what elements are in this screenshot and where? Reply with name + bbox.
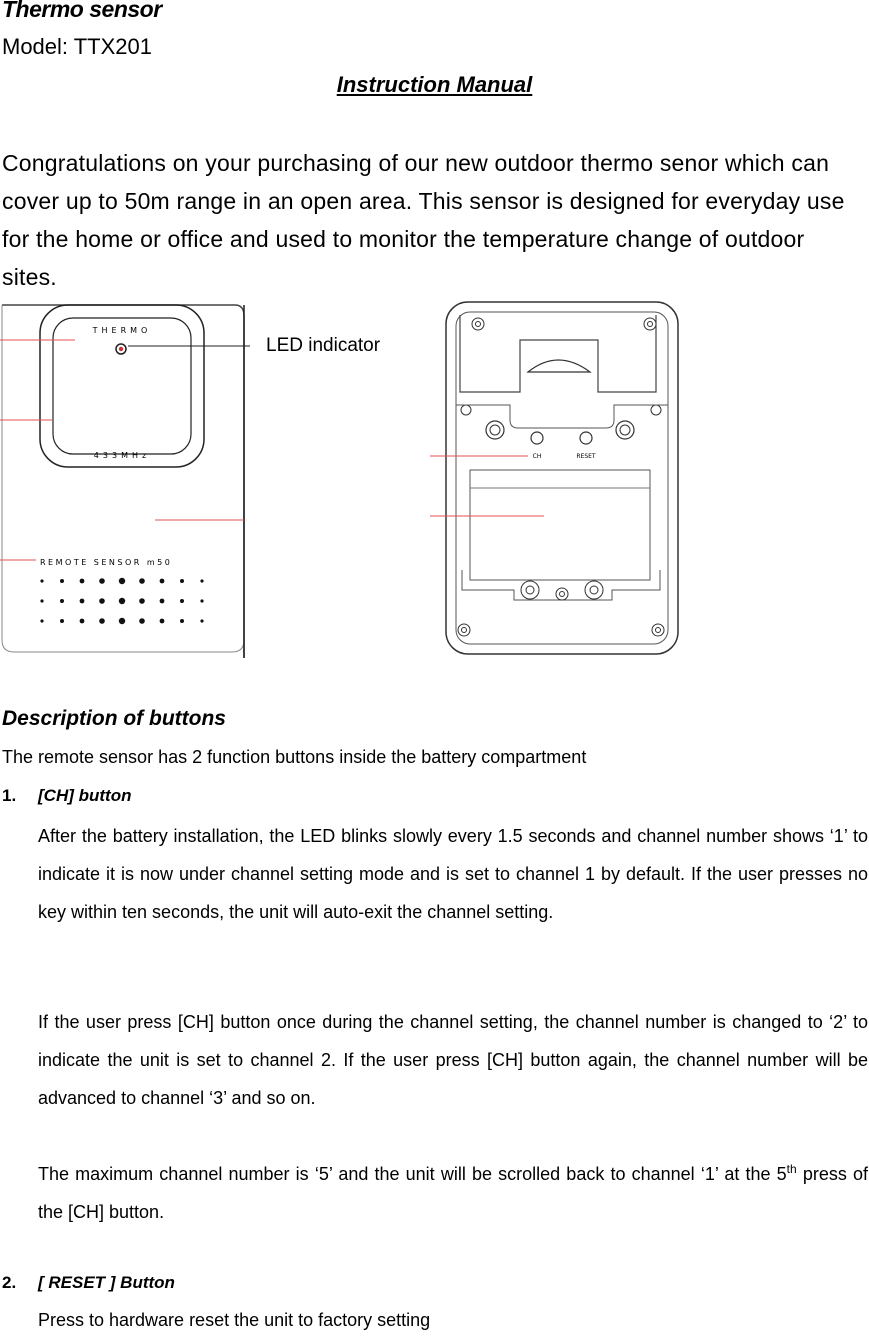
ch-label: CH [532, 453, 542, 460]
led-indicator-label: LED indicator [266, 335, 381, 356]
ch-button-icon [531, 432, 543, 444]
model-number: Model: TTX201 [2, 34, 153, 59]
reset-button-icon [580, 432, 592, 444]
ch-paragraph-3: The maximum channel number is ‘5’ and the unit will be scrolled back to channel ‘1’ at the 5th press of the [CH] button. [38, 1162, 868, 1222]
manual-title: Instruction Manual [336, 72, 533, 97]
ch-paragraph-2: If the user press [CH] button once during the channel setting, the channel number is changed to ‘2’ to indicate the unit is set to channel 2. If the user press [CH] button again, the channel number will be advanced to channel ‘3’ and so on. [38, 1012, 868, 1108]
intro-paragraph: Congratulations on your purchasing of our new outdoor thermo senor which can cover up to 50m range in an open area. This sensor is designed for everyday use for the home or office and used to monitor the temperature change of outdoor sites. [2, 150, 845, 290]
reset-button-heading: [ RESET ] Button [38, 1273, 175, 1292]
list-number-1: 1. [2, 786, 17, 805]
section-subtitle: The remote sensor has 2 function buttons inside the battery compartment [2, 747, 587, 767]
reset-paragraph: Press to hardware reset the unit to factory setting [38, 1310, 431, 1330]
reset-label: RESET [576, 453, 596, 460]
sensor-front-illustration [0, 300, 250, 660]
thermo-label: THERMO [92, 326, 152, 335]
sensor-back-illustration [428, 300, 690, 660]
remote-sensor-label: REMOTE SENSOR m50 [40, 558, 173, 567]
frequency-label: 433MHz [93, 451, 151, 460]
list-number-2: 2. [2, 1273, 17, 1292]
ch-paragraph-1: After the battery installation, the LED blinks slowly every 1.5 seconds and channel number shows ‘1’ to indicate it is now under channel setting mode and is set to channel 1 by default. If the user presses no key within ten seconds, the unit will auto-exit the channel setting. [38, 826, 868, 922]
ch-button-heading: [CH] button [38, 786, 132, 805]
section-heading: Description of buttons [2, 707, 226, 730]
document-title: Thermo sensor [2, 0, 162, 22]
